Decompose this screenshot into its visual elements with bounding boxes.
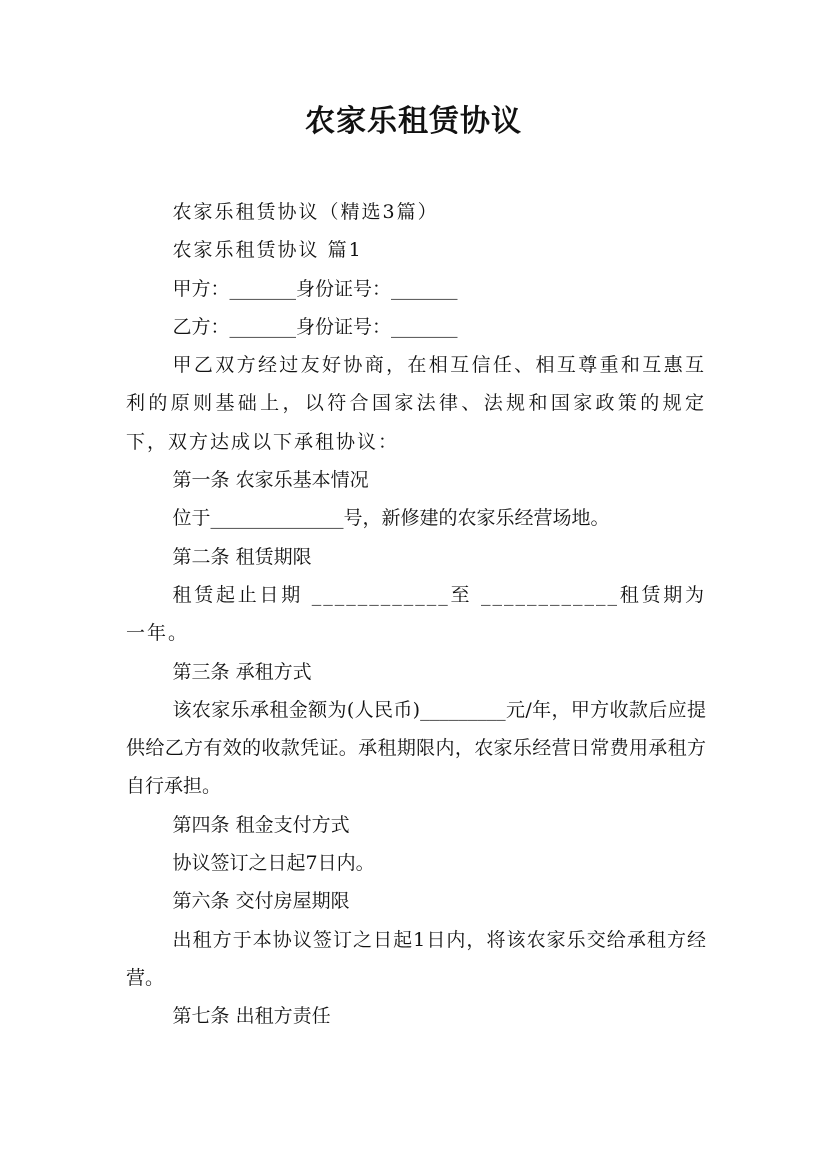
clause-heading-7: 第七条 出租方责任	[172, 1005, 331, 1028]
clause-heading-1: 第一条 农家乐基本情况	[172, 469, 369, 492]
document-title: 农家乐租赁协议	[305, 104, 522, 139]
clause-body-1: 位于______________号，新修建的农家乐经营场地。	[172, 507, 610, 530]
party-a-line: 甲方：_______身份证号：_______	[172, 277, 458, 300]
clause-heading-4: 第四条 租金支付方式	[172, 813, 350, 836]
clause-heading-6: 第六条 交付房屋期限	[172, 890, 350, 913]
clause-heading-3: 第三条 承租方式	[172, 660, 312, 683]
clause-body-2: 租赁起止日期 ____________至 ____________租赁期为一年。	[126, 583, 706, 645]
clause-body-4: 协议签订之日起7日内。	[172, 852, 375, 875]
subtitle-paragraph: 农家乐租赁协议（精选3篇）	[172, 201, 439, 223]
clause-body-3: 该农家乐承租金额为(人民币)_________元/年，甲方收款后应提供给乙方有效的收款凭证。承租期限内，农家乐经营日常费用承租方自行承担。	[126, 698, 706, 798]
clause-heading-2: 第二条 租赁期限	[172, 545, 312, 568]
party-b-line: 乙方：_______身份证号：_______	[172, 315, 458, 338]
document-body	[126, 193, 706, 1036]
preamble-paragraph: 甲乙双方经过友好协商，在相互信任、相互尊重和互惠互利的原则基础上，以符合国家法律、法规和国家政策的规定下，双方达成以下承租协议：	[126, 354, 706, 453]
clause-body-6: 出租方于本协议签订之日起1日内，将该农家乐交给承租方经营。	[126, 928, 706, 989]
section-heading-article-1: 农家乐租赁协议 篇1	[172, 239, 363, 262]
